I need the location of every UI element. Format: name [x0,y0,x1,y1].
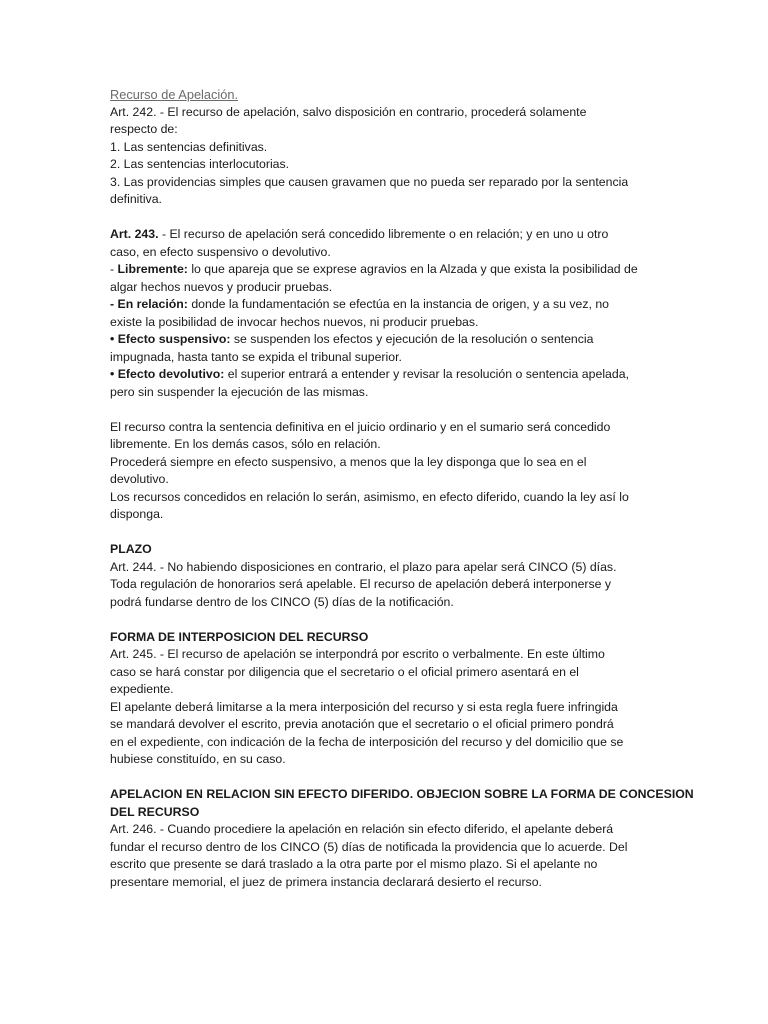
paragraph-gap [110,769,662,787]
text-line: existe la posibilidad de invocar hechos nuevos, ni producir pruebas. [110,314,479,329]
text-line: impugnada, hasta tanto se expida el tribunal superior. [110,349,402,364]
efecto-suspensivo-label: • Efecto suspensivo: [110,332,231,346]
paragraph-gap [110,524,662,542]
paragraph-gap [110,611,662,629]
text-span: el superior entrará a entender y revisar la resolución o sentencia apelada, [224,367,629,381]
text-line [110,261,662,279]
section-heading [110,804,662,822]
text-line: Art. 244. - No habiendo disposiciones en contrario, el plazo para apelar será CINCO (5) días. [110,559,617,574]
text-line: en el expediente, con indicación de la fecha de interposición del recurso y del domicilio que se [110,734,624,749]
en-relacion-label: - En relación: [110,297,188,311]
text-line: Art. 246. - Cuando procediere la apelación en relación sin efecto diferido, el apelante deberá [110,822,614,836]
apelacion-section [110,786,694,891]
text-line: Art. 245. - El recurso de apelación se interpondrá por escrito o verbalmente. En este último [110,647,605,661]
text-line: Art. 242. - El recurso de apelación, salvo disposición en contrario, procederá solamente [110,104,587,119]
section-heading [110,629,662,647]
text-line: hubiese constituído, en su caso. [110,752,286,766]
paragraph-gap [110,401,662,419]
text-line: libremente. En los demás casos, sólo en relación. [110,437,381,451]
section-heading [110,786,694,804]
efecto-devolutivo-label: • Efecto devolutivo: [110,367,225,381]
text-line: pero sin suspender la ejecución de las mismas. [110,384,369,399]
text-line: caso se hará constar por diligencia que el secretario o el oficial primero asentará en el [110,664,579,679]
apelacion-heading: APELACION EN RELACION SIN EFECTO DIFERIDO. OBJECION SOBRE LA FORMA DE CONCESION [110,787,694,801]
art-243-heading: Art. 243. [110,227,159,241]
text-line: algar hechos nuevos y producir pruebas. [110,279,333,294]
forma-heading: FORMA DE INTERPOSICION DEL RECURSO [110,629,369,644]
text-line: escrito que presente se dará traslado a la otra parte por el mismo plazo. Si el apelante no [110,857,598,871]
art-242-block [110,104,662,209]
text-span: - El recurso de apelación será concedido libremente o en relación; y en uno u otro [158,227,609,241]
text-line: 3. Las providencias simples que causen gravamen que no pueda ser reparado por la sentencia [110,174,629,189]
apelacion-heading-continued: DEL RECURSO [110,804,200,819]
text-line: devolutivo. [110,472,169,486]
plazo-section [110,541,662,611]
text-span: lo que apareja que se exprese agravios en la Alzada y que exista la posibilidad de [187,262,638,276]
text-line: El recurso contra la sentencia definitiva en el juicio ordinario y en el sumario será concedido [110,419,611,434]
text-line [110,226,662,244]
text-line: fundar el recurso dentro de los CINCO (5) días de notificada la providencia que lo acuerde. Del [110,839,628,854]
text-line: expediente. [110,682,174,696]
text-line: presentare memorial, el juez de primera instancia declarará desierto el recurso. [110,874,542,889]
text-line [110,296,662,314]
text-span: - [110,262,118,276]
text-span: se suspenden los efectos y ejecución de la resolución o sentencia [230,332,594,346]
text-line [110,366,662,384]
text-line: disponga. [110,507,164,521]
text-line: Los recursos concedidos en relación lo serán, asimismo, en efecto diferido, cuando la ley así lo [110,489,629,504]
text-line: podrá fundarse dentro de los CINCO (5) días de la notificación. [110,594,454,609]
paragraph-gap [110,209,662,227]
text-line: 1. Las sentencias definitivas. [110,139,268,154]
document-body [110,86,694,891]
text-line: definitiva. [110,192,162,206]
text-line: El apelante deberá limitarse a la mera interposición del recurso y si esta regla fuere infringida [110,699,618,714]
forma-section [110,629,662,769]
text-line: caso, en efecto suspensivo o devolutivo. [110,244,331,259]
text-span: donde la fundamentación se efectúa en la instancia de origen, y a su vez, no [187,297,610,311]
document-title: Recurso de Apelación. [110,87,239,102]
text-line: se mandará devolver el escrito, previa anotación que el secretario o el oficial primero pondrá [110,717,614,731]
text-line: respecto de: [110,122,178,136]
text-line: 2. Las sentencias interlocutorias. [110,157,290,171]
recurso-paragraph [110,419,662,524]
section-heading [110,541,662,559]
plazo-heading: PLAZO [110,542,152,556]
libremente-label: Libremente: [117,262,188,276]
text-line: Toda regulación de honorarios será apelable. El recurso de apelación deberá interponerse y [110,577,612,591]
text-line [110,331,662,349]
text-line: Procederá siempre en efecto suspensivo, a menos que la ley disponga que lo sea en el [110,454,587,469]
art-243-block [110,226,662,401]
